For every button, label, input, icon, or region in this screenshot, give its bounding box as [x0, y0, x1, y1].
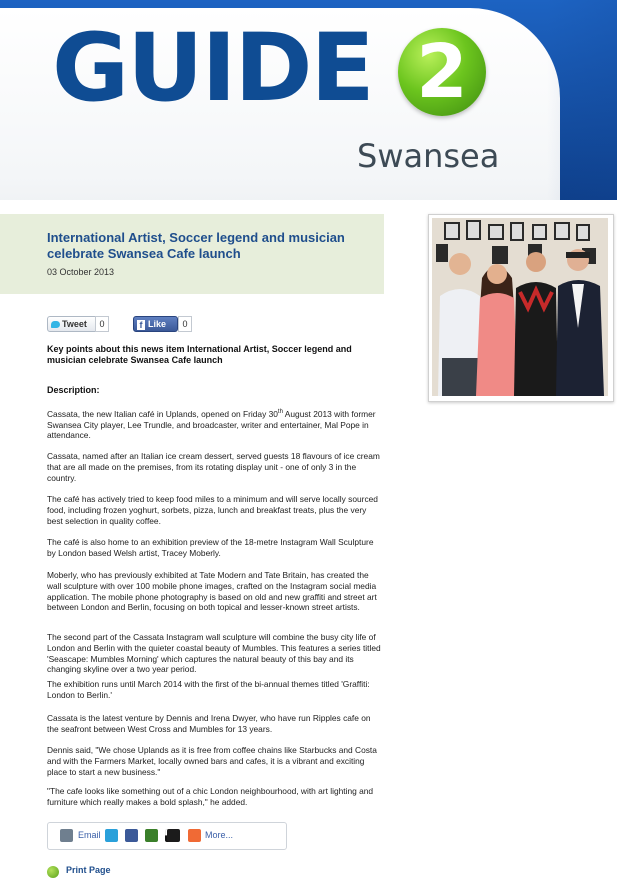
article-photo[interactable] [432, 218, 608, 396]
more-share-link[interactable]: More... [205, 830, 234, 840]
more-plus-icon[interactable] [188, 829, 201, 842]
paragraph-5: Moberly, who has previously exhibited at Tate Modern and Tate Britain, has created the wall sculpture with over 100 mobile phone images, crafted on the Instagram social media application. The mobile phone photography is based on old and new graffiti and street art between London and Berlin, focusing on both topical and lesser-known street artists. [47, 570, 377, 613]
paragraph-10: "The cafe looks like something out of a chic London neighbourhood, with art lighting and furniture which really makes a bold splash," he added. [47, 786, 374, 807]
paragraph-2: Cassata, named after an Italian ice cream dessert, served guests 18 flavours of ice cream that are all made on the premises, from its rotating display unit - one of only 3 in the country. [47, 451, 380, 483]
email-icon[interactable] [60, 829, 73, 842]
header-shade [547, 0, 617, 200]
tweet-label: Tweet [62, 319, 87, 329]
paragraph-7: The exhibition runs until March 2014 with the first of the bi-annual themes titled 'Graffiti: London to Berlin.' [47, 679, 370, 700]
digg-icon[interactable] [167, 829, 180, 842]
tweet-count: 0 [95, 316, 109, 332]
article-date: 03 October 2013 [47, 267, 115, 277]
facebook-icon: f [137, 320, 145, 330]
article-title: International Artist, Soccer legend and musician celebrate Swansea Cafe launch [47, 230, 345, 261]
logo-number[interactable]: 2 [416, 29, 468, 115]
print-arrow-icon[interactable] [47, 866, 59, 878]
paragraph-3: The café has actively tried to keep food miles to a minimum and will serve locally sourced food, including frozen yoghurt, sorbets, pizza, lunch and breakfast treats, plus the very best selection in quality coffee. [47, 494, 378, 526]
logo-subtitle: Swansea [357, 137, 500, 175]
paragraph-8: Cassata is the latest venture by Dennis and Irena Dwyer, who have run Ripples cafe on the seafront between West Cross and Mumbles for 13 years. [47, 713, 371, 734]
key-points: Key points about this news item International Artist, Soccer legend and musician celebrate Swansea Cafe launch [47, 344, 352, 365]
paragraph-1-sup: th [277, 409, 283, 415]
like-count: 0 [178, 316, 192, 332]
photo-person-2 [476, 264, 518, 396]
twitter-bird-icon [51, 321, 60, 328]
description-heading: Description: [47, 385, 100, 395]
facebook-share-icon[interactable] [125, 829, 138, 842]
paragraph-6: The second part of the Cassata Instagram wall sculpture will combine the busy city life of London and Berlin with the quieter coastal beauty of Mumbles. This features a series titled 'Seascape: Mumbles Morning' which captures the natural beauty of this bay and its changing skyline over a two year period. [47, 632, 381, 675]
facebook-like-button[interactable] [133, 316, 178, 332]
google-share-icon[interactable] [145, 829, 158, 842]
paragraph-1-start: Cassata, the new Italian café in Uplands, opened on Friday 30 [47, 408, 278, 419]
paragraph-1-end: August 2013 with former Swansea City player, Lee Trundle, and broadcaster, writer and entertainer, Mal Pope in attendance. [47, 408, 376, 441]
paragraph-1 [47, 407, 383, 441]
tweet-button[interactable] [47, 316, 98, 332]
paragraph-4: The café is also home to an exhibition preview of the 18-metre Instagram Wall Sculpture by London based Welsh artist, Tracey Moberly. [47, 537, 374, 558]
paragraph-9: Dennis said, "We chose Uplands as it is free from coffee chains like Starbucks and Costa and with the Farmers Market, locally owned bars and cafes, it is a vibrant and exciting place to start a new business." [47, 745, 377, 777]
like-label: Like [148, 319, 167, 329]
twitter-share-icon[interactable] [105, 829, 118, 842]
site-header [0, 0, 617, 200]
site-logo-word[interactable]: GUIDE [52, 14, 373, 123]
print-page-link[interactable]: Print Page [66, 865, 111, 875]
email-share-link[interactable]: Email [78, 830, 101, 840]
